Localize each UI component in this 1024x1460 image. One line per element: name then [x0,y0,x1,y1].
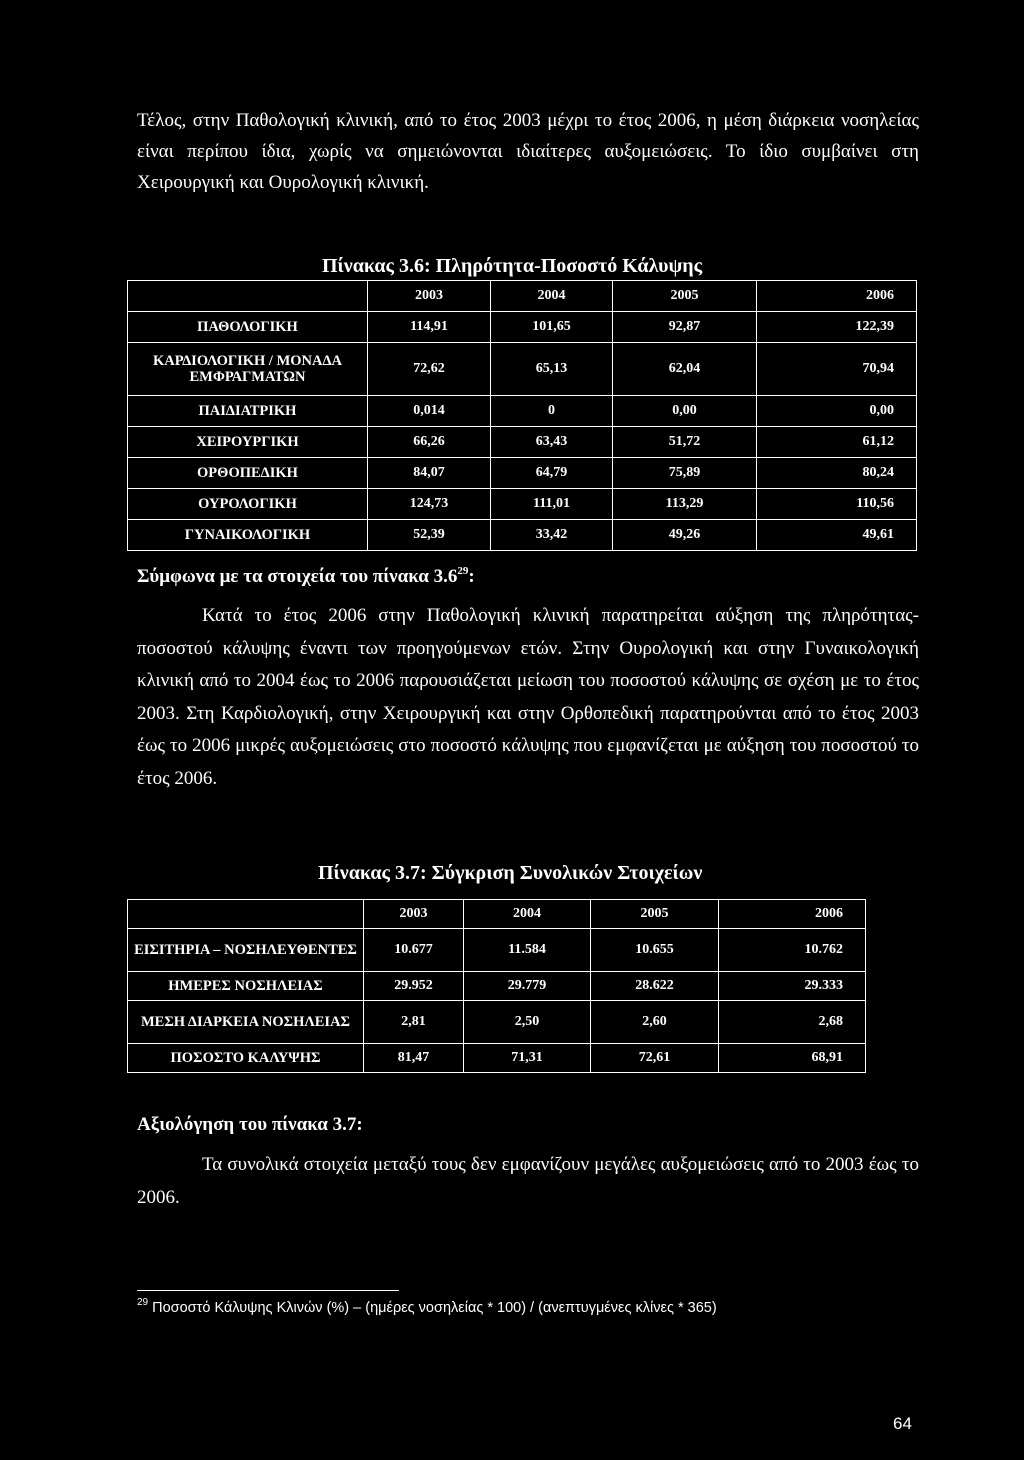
section-3-6-paragraph: Κατά το έτος 2006 στην Παθολογική κλινική παρατηρείται αύξηση της πληρότητας-ποσοστού κάλυψης έναντι των προηγούμενων ετών. Στην Ουρολογική και στην Γυναικολογική κλινική από το 2004 έως το 2006 παρουσιάζεται μείωση του ποσοστού κάλυψης σε σχέση με το έτος 2003. Στη Καρδιολογική, στην Χειρουργική και στην Ορθοπεδική παρατηρούνται από το έτος 2003 έως το 2006 μικρές αυξομειώσεις στο ποσοστό κάλυψης που εμφανίζεται με αύξηση του ποσοστού το έτος 2006. [137,605,919,789]
table-cell: 2,50 [464,1001,591,1044]
table-header-cell: 2006 [757,281,917,312]
table-cell: 33,42 [491,520,613,551]
table-header-cell [128,281,368,312]
row-label: ΟΡΘΟΠΕΔΙΚΗ [128,458,368,489]
table-cell: 0 [491,396,613,427]
table-row [128,520,917,551]
table-cell: 72,62 [368,343,491,396]
footnote [137,1297,717,1316]
table-cell: 122,39 [757,312,917,343]
row-label: ΟΥΡΟΛΟΓΙΚΗ [128,489,368,520]
heading-colon: : [468,566,475,587]
table-cell: 84,07 [368,458,491,489]
table-cell: 11.584 [464,929,591,972]
table-cell: 52,39 [368,520,491,551]
table-cell: 110,56 [757,489,917,520]
section-3-7-heading: Αξιολόγηση του πίνακα 3.7: [137,1114,363,1135]
table-row [128,312,917,343]
page-number: 64 [893,1414,912,1433]
table-header-cell: 2003 [368,281,491,312]
table-header-cell: 2004 [491,281,613,312]
footnote-number: 29 [137,1297,149,1308]
footnote-divider [137,1290,399,1291]
section-3-6-heading [137,566,475,588]
intro-paragraph: Τέλος, στην Παθολογική κλινική, από το έτος 2003 μέχρι το έτος 2006, η μέση διάρκεια νοσηλείας είναι περίπου ίδια, χωρίς να σημειώνονται ιδιαίτερες αυξομειώσεις. Το ίδιο συμβαίνει στη Χειρουργική και Ουρολογική κλινική. [137,110,919,193]
table-cell: 10.655 [591,929,719,972]
footnote-text: Ποσοστό Κάλυψης Κλινών (%) – (ημέρες νοσηλείας * 100) / (ανεπτυγμένες κλίνες * 365) [152,1300,717,1316]
row-label: ΚΑΡΔΙΟΛΟΓΙΚΗ / ΜΟΝΑΔΑ ΕΜΦΡΑΓΜΑΤΩΝ [128,343,368,396]
table-3-6 [127,280,917,551]
table-row [128,396,917,427]
table-row [128,929,866,972]
table-cell: 28.622 [591,972,719,1001]
table-cell: 72,61 [591,1044,719,1073]
table-cell: 29.779 [464,972,591,1001]
table-cell: 71,31 [464,1044,591,1073]
table-cell: 10.677 [364,929,464,972]
table-cell: 29.333 [719,972,866,1001]
table-cell: 0,014 [368,396,491,427]
footnote-reference: 29 [457,565,469,577]
table-cell: 0,00 [613,396,757,427]
table-cell: 101,65 [491,312,613,343]
table-cell: 113,29 [613,489,757,520]
table-3-7 [127,899,866,1073]
table-3-6-caption: Πίνακας 3.6: Πληρότητα-Ποσοστό Κάλυψης [322,255,703,277]
section-3-6-heading-text: Σύμφωνα με τα στοιχεία του πίνακα 3.6 [137,566,458,587]
table-cell: 92,87 [613,312,757,343]
table-row [128,427,917,458]
table-cell: 63,43 [491,427,613,458]
table-header-row [128,281,917,312]
table-cell: 70,94 [757,343,917,396]
table-cell: 2,81 [364,1001,464,1044]
table-row [128,1001,866,1044]
table-header-cell: 2006 [719,900,866,929]
table-cell: 75,89 [613,458,757,489]
section-3-7-paragraph: Τα συνολικά στοιχεία μεταξύ τους δεν εμφανίζουν μεγάλες αυξομειώσεις από το 2003 έως το 2006. [137,1154,919,1208]
table-cell: 68,91 [719,1044,866,1073]
table-cell: 29.952 [364,972,464,1001]
table-cell: 49,61 [757,520,917,551]
table-row [128,458,917,489]
table-cell: 51,72 [613,427,757,458]
row-label: ΠΟΣΟΣΤΟ ΚΑΛΥΨΗΣ [128,1044,364,1073]
table-header-cell: 2003 [364,900,464,929]
row-label: ΠΑΘΟΛΟΓΙΚΗ [128,312,368,343]
table-3-7-caption: Πίνακας 3.7: Σύγκριση Συνολικών Στοιχείων [318,862,703,884]
table-cell: 10.762 [719,929,866,972]
table-cell: 66,26 [368,427,491,458]
table-cell: 80,24 [757,458,917,489]
table-cell: 65,13 [491,343,613,396]
table-cell: 111,01 [491,489,613,520]
table-cell: 64,79 [491,458,613,489]
table-cell: 49,26 [613,520,757,551]
table-cell: 62,04 [613,343,757,396]
table-cell: 2,68 [719,1001,866,1044]
table-row [128,343,917,396]
table-header-cell [128,900,364,929]
row-label: ΜΕΣΗ ΔΙΑΡΚΕΙΑ ΝΟΣΗΛΕΙΑΣ [128,1001,364,1044]
table-cell: 114,91 [368,312,491,343]
table-cell: 61,12 [757,427,917,458]
table-cell: 2,60 [591,1001,719,1044]
table-cell: 81,47 [364,1044,464,1073]
table-header-cell: 2005 [591,900,719,929]
table-cell: 124,73 [368,489,491,520]
table-header-cell: 2005 [613,281,757,312]
row-label: ΧΕΙΡΟΥΡΓΙΚΗ [128,427,368,458]
table-row [128,1044,866,1073]
row-label: ΕΙΣΙΤΗΡΙΑ – ΝΟΣΗΛΕΥΘΕΝΤΕΣ [128,929,364,972]
table-row [128,489,917,520]
table-header-cell: 2004 [464,900,591,929]
row-label: ΠΑΙΔΙΑΤΡΙΚΗ [128,396,368,427]
row-label: ΗΜΕΡΕΣ ΝΟΣΗΛΕΙΑΣ [128,972,364,1001]
table-row [128,972,866,1001]
table-cell: 0,00 [757,396,917,427]
row-label: ΓΥΝΑΙΚΟΛΟΓΙΚΗ [128,520,368,551]
table-header-row [128,900,866,929]
